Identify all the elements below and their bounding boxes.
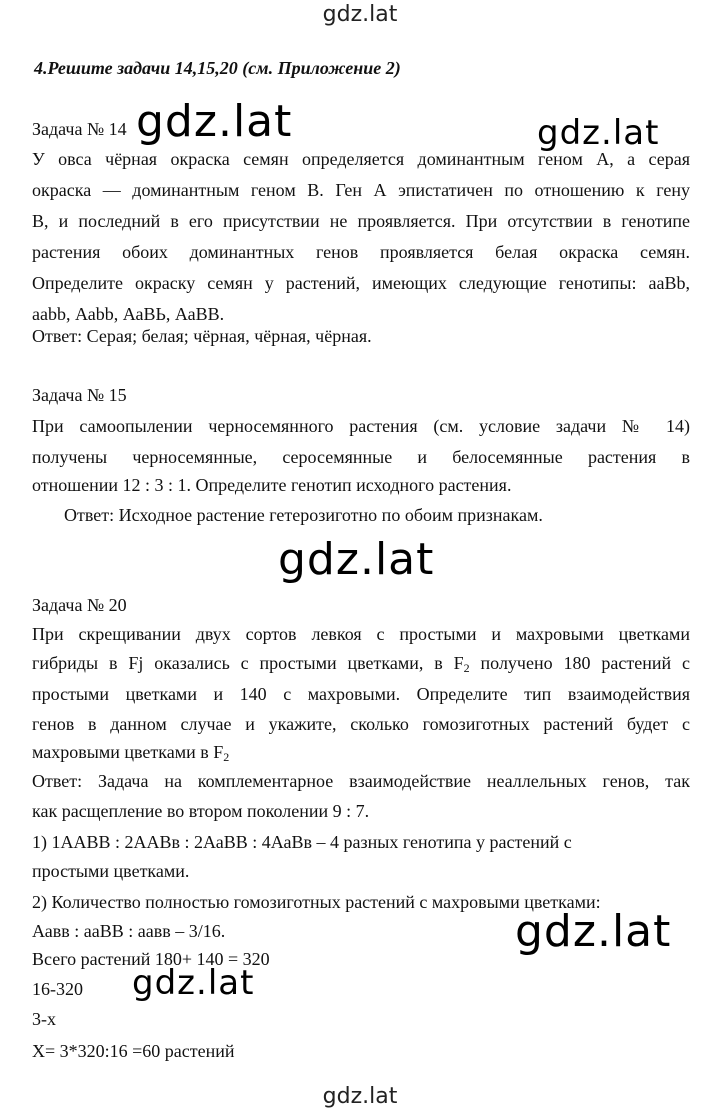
task20-formula: Аавв : ааВВ : аавв – 3/16. bbox=[32, 921, 226, 941]
site-header: gdz.lat bbox=[322, 2, 398, 27]
task14-line: В, и последний в его присутствии не проявляется. При отсутствии в генотипе bbox=[32, 211, 690, 231]
task14-line: Определите окраску семян у растений, имеющих следующие генотипы: ааВb, bbox=[32, 273, 690, 293]
watermark: gdz.lat bbox=[278, 534, 435, 585]
task20-result: Х= 3*320:16 =60 растений bbox=[32, 1041, 235, 1061]
task20-line: гибриды в Fj оказались с простыми цветками, в $F_2$ получено 180 растений с bbox=[32, 653, 690, 675]
task15-title: Задача № 15 bbox=[32, 385, 127, 405]
task14-line: ааbb, Ааbb, АаВЬ, АаВВ. bbox=[32, 304, 225, 324]
task20-answer: Ответ: Задача на комплементарное взаимодействие неаллельных генов, так bbox=[32, 771, 690, 791]
task20-title: Задача № 20 bbox=[32, 595, 127, 615]
watermark: gdz.lat bbox=[136, 96, 293, 147]
task15-line: получены черносемянные, серосемянные и белосемянные растения в bbox=[32, 447, 690, 467]
task20-proportion: 3-х bbox=[32, 1009, 56, 1029]
task20-line: При скрещивании двух сортов левкоя с простыми и махровыми цветками bbox=[32, 624, 690, 644]
task14-line: У овса чёрная окраска семян определяется доминантным геном А, а серая bbox=[32, 149, 690, 169]
page-heading: 4.Решите задачи 14,15,20 (см. Приложение 2) bbox=[34, 58, 401, 78]
task15-line: При самоопылении черносемянного растения (см. условие задачи № 14) bbox=[32, 416, 690, 436]
task20-line: махровыми цветками в $F_2$ bbox=[32, 742, 230, 764]
watermark: gdz.lat bbox=[132, 963, 255, 1003]
task14-title: Задача № 14 bbox=[32, 119, 127, 139]
watermark: gdz.lat bbox=[515, 906, 672, 957]
task20-answer: как расщепление во втором поколении 9 : 7. bbox=[32, 801, 370, 821]
task20-line: простыми цветками и 140 с махровыми. Определите тип взаимодействия bbox=[32, 684, 690, 704]
task15-line: отношении 12 : 3 : 1. Определите генотип исходного растения. bbox=[32, 475, 512, 495]
task20-line: генов в данном случае и укажите, сколько гомозиготных растений будет с bbox=[32, 714, 690, 734]
task20-item: простыми цветками. bbox=[32, 861, 190, 881]
task20-proportion: 16-320 bbox=[32, 979, 83, 999]
task20-item: 2) Количество полностью гомозиготных растений с махровыми цветками: bbox=[32, 892, 601, 912]
site-footer: gdz.lat bbox=[322, 1084, 398, 1109]
task20-total: Всего растений 180+ 140 = 320 bbox=[32, 949, 270, 969]
task15-answer: Ответ: Исходное растение гетерозиготно по обоим признакам. bbox=[64, 505, 543, 525]
task14-line: окраска — доминантным геном В. Ген А эпистатичен по отношению к гену bbox=[32, 180, 690, 200]
task14-line: растения обоих доминантных генов проявляется белая окраска семян. bbox=[32, 242, 690, 262]
task14-answer: Ответ: Серая; белая; чёрная, чёрная, чёрная. bbox=[32, 326, 372, 346]
watermark: gdz.lat bbox=[537, 113, 660, 153]
task20-item: 1) 1ААВВ : 2ААВв : 2АаВВ : 4АаВв – 4 разных генотипа у растений с bbox=[32, 832, 572, 852]
